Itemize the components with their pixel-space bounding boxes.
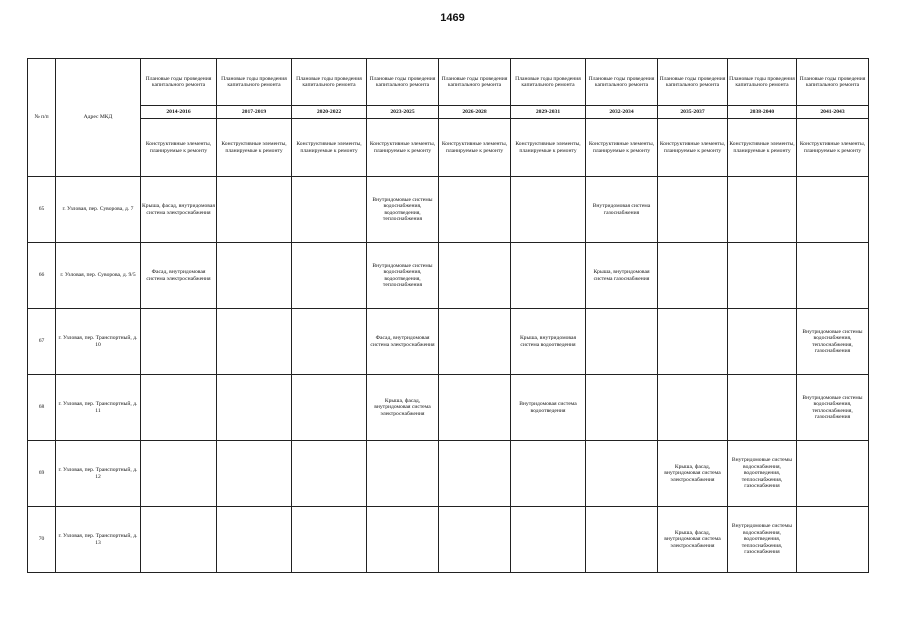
header-period: 2041-2043	[797, 106, 869, 119]
row-address: г. Узловая, пер. Транспортный, д. 12	[56, 441, 141, 507]
table-body	[28, 177, 869, 573]
row-cell	[439, 309, 511, 375]
row-cell: Крыша, фасад, внутридомовая система электроснабжения	[141, 177, 217, 243]
header-row-periods	[28, 106, 869, 119]
row-cell	[217, 177, 292, 243]
row-cell	[797, 243, 869, 309]
header-planned-years: Плановые годы проведения капитального ремонта	[511, 59, 586, 106]
row-address: г. Узловая, пер. Транспортный, д. 10	[56, 309, 141, 375]
header-period: 2032-2034	[586, 106, 658, 119]
row-cell	[217, 441, 292, 507]
table-row	[28, 507, 869, 573]
header-elements: Конструктивные элементы, планируемые к ремонту	[658, 119, 728, 177]
row-cell	[728, 177, 797, 243]
row-cell: Крыша, внутридомовая система газоснабжения	[586, 243, 658, 309]
row-address: г. Узловая, пер. Транспортный, д. 13	[56, 507, 141, 573]
header-elements: Конструктивные элементы, планируемые к ремонту	[367, 119, 439, 177]
row-cell	[586, 441, 658, 507]
row-cell	[728, 243, 797, 309]
row-cell	[511, 243, 586, 309]
row-cell	[292, 375, 367, 441]
row-cell: Крыша, фасад, внутридомовая система электроснабжения	[658, 441, 728, 507]
header-elements: Конструктивные элементы, планируемые к ремонту	[586, 119, 658, 177]
row-cell	[511, 441, 586, 507]
row-cell: Внутридомовые системы водоснабжения, теплоснабжения, газоснабжения	[797, 375, 869, 441]
header-planned-years: Плановые годы проведения капитального ремонта	[728, 59, 797, 106]
row-cell	[439, 441, 511, 507]
header-planned-years: Плановые годы проведения капитального ремонта	[217, 59, 292, 106]
row-number: 70	[28, 507, 56, 573]
row-cell	[439, 177, 511, 243]
header-planned-years: Плановые годы проведения капитального ремонта	[658, 59, 728, 106]
row-cell	[658, 177, 728, 243]
row-cell	[658, 309, 728, 375]
header-num: № п/п	[28, 59, 56, 177]
row-cell	[586, 375, 658, 441]
row-cell	[292, 243, 367, 309]
row-cell	[797, 177, 869, 243]
table-row	[28, 309, 869, 375]
row-number: 69	[28, 441, 56, 507]
header-period: 2035-2037	[658, 106, 728, 119]
row-cell: Внутридомовая система газоснабжения	[586, 177, 658, 243]
row-cell: Внутридомовые системы водоснабжения, водоотведения, теплоснабжения, газоснабжения	[728, 507, 797, 573]
header-period: 2020-2022	[292, 106, 367, 119]
header-period: 2029-2031	[511, 106, 586, 119]
header-planned-years: Плановые годы проведения капитального ремонта	[141, 59, 217, 106]
row-cell	[292, 441, 367, 507]
row-cell: Крыша, фасад, внутридомовая система электроснабжения	[658, 507, 728, 573]
row-cell	[141, 441, 217, 507]
row-cell	[292, 507, 367, 573]
row-cell	[217, 507, 292, 573]
table-row	[28, 441, 869, 507]
header-address: Адрес МКД	[56, 59, 141, 177]
row-cell	[511, 177, 586, 243]
row-number: 65	[28, 177, 56, 243]
row-cell	[797, 507, 869, 573]
row-cell: Крыша, внутридомовая система водоотведения	[511, 309, 586, 375]
header-elements: Конструктивные элементы, планируемые к ремонту	[511, 119, 586, 177]
row-cell	[439, 507, 511, 573]
row-cell	[439, 243, 511, 309]
header-planned-years: Плановые годы проведения капитального ремонта	[367, 59, 439, 106]
row-cell	[292, 177, 367, 243]
row-address: г. Узловая, пер. Суворова, д. 9/5	[56, 243, 141, 309]
page-number: 1469	[440, 12, 465, 24]
row-cell	[141, 375, 217, 441]
row-cell: Фасад, внутридомовая система электроснабжения	[141, 243, 217, 309]
header-elements: Конструктивные элементы, планируемые к ремонту	[292, 119, 367, 177]
row-cell: Внутридомовая система водоотведения	[511, 375, 586, 441]
table-row	[28, 243, 869, 309]
header-planned-years: Плановые годы проведения капитального ремонта	[797, 59, 869, 106]
row-number: 66	[28, 243, 56, 309]
row-cell	[217, 375, 292, 441]
row-cell	[797, 441, 869, 507]
row-cell	[141, 507, 217, 573]
header-elements: Конструктивные элементы, планируемые к ремонту	[141, 119, 217, 177]
row-cell	[367, 507, 439, 573]
capital-repair-schedule-table	[27, 58, 869, 573]
header-period: 2017-2019	[217, 106, 292, 119]
row-cell: Внутридомовые системы водоснабжения, водоотведения, теплоснабжения	[367, 177, 439, 243]
row-cell	[141, 309, 217, 375]
header-elements: Конструктивные элементы, планируемые к ремонту	[728, 119, 797, 177]
header-row-elements	[28, 119, 869, 177]
header-planned-years: Плановые годы проведения капитального ремонта	[439, 59, 511, 106]
row-address: г. Узловая, пер. Транспортный, д. 11	[56, 375, 141, 441]
table-row	[28, 375, 869, 441]
row-cell	[658, 375, 728, 441]
header-elements: Конструктивные элементы, планируемые к ремонту	[439, 119, 511, 177]
row-number: 67	[28, 309, 56, 375]
row-address: г. Узловая, пер. Суворова, д. 7	[56, 177, 141, 243]
row-cell: Внутридомовые системы водоснабжения, водоотведения, теплоснабжения	[367, 243, 439, 309]
header-period: 2026-2028	[439, 106, 511, 119]
row-cell	[367, 441, 439, 507]
row-number: 68	[28, 375, 56, 441]
row-cell	[728, 309, 797, 375]
header-period: 2014-2016	[141, 106, 217, 119]
row-cell: Крыша, фасад, внутридомовая система электроснабжения	[367, 375, 439, 441]
header-planned-years: Плановые годы проведения капитального ремонта	[292, 59, 367, 106]
row-cell	[217, 243, 292, 309]
row-cell: Внутридомовые системы водоснабжения, теплоснабжения, газоснабжения	[797, 309, 869, 375]
header-period: 2023-2025	[367, 106, 439, 119]
header-row-planned-years	[28, 59, 869, 106]
row-cell: Внутридомовые системы водоснабжения, водоотведения, теплоснабжения, газоснабжения	[728, 441, 797, 507]
row-cell	[728, 375, 797, 441]
row-cell	[586, 507, 658, 573]
header-elements: Конструктивные элементы, планируемые к ремонту	[797, 119, 869, 177]
row-cell	[658, 243, 728, 309]
row-cell	[292, 309, 367, 375]
row-cell	[217, 309, 292, 375]
row-cell: Фасад, внутридомовая система электроснабжения	[367, 309, 439, 375]
header-elements: Конструктивные элементы, планируемые к ремонту	[217, 119, 292, 177]
header-period: 2038-2040	[728, 106, 797, 119]
row-cell	[511, 507, 586, 573]
table-row	[28, 177, 869, 243]
row-cell	[439, 375, 511, 441]
row-cell	[586, 309, 658, 375]
header-planned-years: Плановые годы проведения капитального ремонта	[586, 59, 658, 106]
